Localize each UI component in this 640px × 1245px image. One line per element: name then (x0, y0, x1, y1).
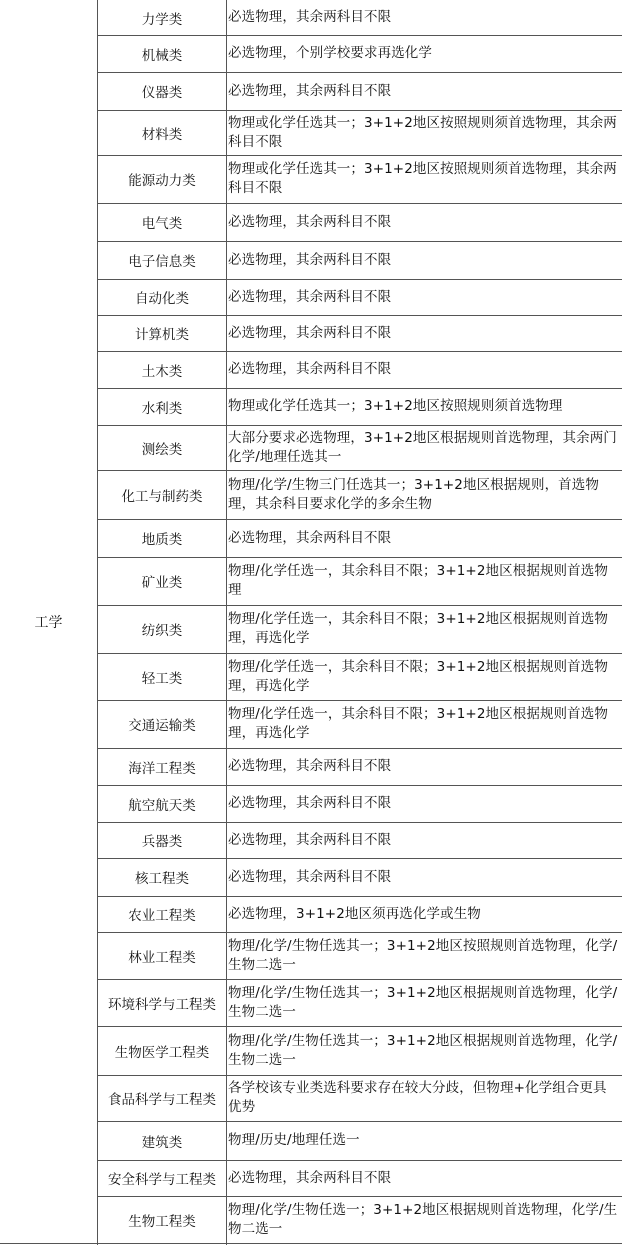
subject-requirement: 物理/化学/生物任选一；3+1+2地区根据规则首选物理，化学/生物二选一 (228, 1201, 618, 1237)
major-name: 能源动力类 (128, 173, 196, 189)
major-name: 兵器类 (141, 834, 183, 850)
subject-requirement: 必选物理，其余两科目不限 (228, 758, 392, 774)
major-name: 农业工程类 (128, 908, 196, 924)
subject-requirement: 必选物理，个别学校要求再选化学 (228, 45, 432, 61)
major-name: 生物工程类 (128, 1213, 196, 1230)
column-divider-middle (226, 0, 227, 1245)
subject-requirement: 物理或化学任选其一；3+1+2地区按照规则须首选物理 (228, 398, 563, 414)
subject-requirement: 各学校该专业类选科要求存在较大分歧，但物理+化学组合更具优势 (228, 1080, 607, 1115)
major-name: 环境科学与工程类 (108, 996, 216, 1013)
major-name: 机械类 (141, 47, 183, 64)
subject-requirement: 物理/历史/地理任选一 (228, 1132, 360, 1148)
major-name: 安全科学与工程类 (108, 1172, 216, 1188)
subject-requirement: 必选物理，其余两科目不限 (228, 795, 392, 811)
major-name: 测绘类 (141, 441, 183, 458)
major-name: 食品科学与工程类 (108, 1092, 216, 1108)
subject-requirement: 必选物理，其余两科目不限 (228, 213, 392, 230)
subject-requirement: 物理/化学/生物任选其一；3+1+2地区根据规则首选物理，化学/生物二选一 (228, 984, 618, 1020)
major-name: 矿业类 (141, 575, 183, 591)
subject-requirement: 必选物理，其余两科目不限 (228, 288, 392, 305)
subject-requirement: 物理/化学任选一，其余科目不限；3+1+2地区根据规则首选物理，再选化学 (228, 706, 608, 741)
major-name: 海洋工程类 (128, 760, 196, 777)
subject-requirement: 必选物理，其余两科目不限 (228, 529, 392, 546)
subject-requirement: 必选物理，3+1+2地区须再选化学或生物 (228, 905, 481, 922)
subject-requirement: 物理/化学任选一，其余科目不限；3+1+2地区根据规则首选物理，再选化学 (228, 611, 608, 646)
subject-requirement: 必选物理，其余两科目不限 (228, 361, 392, 377)
major-name: 电气类 (141, 216, 183, 232)
major-name: 建筑类 (141, 1134, 183, 1151)
major-name: 水利类 (141, 400, 183, 417)
subject-requirement: 物理/化学/生物任选其一；3+1+2地区按照规则首选物理，化学/生物二选一 (228, 937, 618, 973)
major-name: 计算机类 (135, 327, 189, 343)
subject-requirement: 必选物理，其余两科目不限 (228, 831, 392, 848)
subject-requirement: 必选物理，其余两科目不限 (228, 82, 392, 99)
major-name: 土木类 (141, 363, 183, 380)
table-bottom-border (0, 1243, 622, 1244)
subject-requirement: 必选物理，其余两科目不限 (228, 324, 392, 341)
major-name: 交通运输类 (128, 718, 196, 734)
major-name: 航空航天类 (128, 797, 196, 814)
subject-requirement: 物理或化学任选其一；3+1+2地区按照规则须首选物理，其余两科目不限 (228, 161, 617, 196)
subject-requirement: 必选物理，其余两科目不限 (228, 868, 392, 885)
major-name: 材料类 (141, 126, 183, 143)
major-name: 轻工类 (141, 670, 183, 687)
subject-requirement: 必选物理，其余两科目不限 (228, 1169, 392, 1186)
major-name: 生物医学工程类 (114, 1044, 210, 1061)
subject-requirement: 物理/化学任选一，其余科目不限；3+1+2地区根据规则首选物理，再选化学 (228, 658, 608, 694)
major-name: 力学类 (141, 11, 183, 28)
subject-requirement: 物理/化学/生物任选其一；3+1+2地区根据规则首选物理，化学/生物二选一 (228, 1032, 618, 1068)
subject-requirement: 物理或化学任选其一；3+1+2地区按照规则须首选物理，其余两科目不限 (228, 114, 617, 150)
major-name: 核工程类 (135, 871, 189, 887)
major-name: 林业工程类 (128, 949, 196, 966)
major-name: 地质类 (141, 532, 183, 548)
subject-requirement: 必选物理，其余两科目不限 (228, 251, 392, 268)
major-name: 纺织类 (141, 623, 183, 639)
major-name: 电子信息类 (128, 254, 196, 270)
subject-requirement: 必选物理，其余两科目不限 (228, 9, 392, 25)
subject-requirement: 物理/化学/生物三门任选其一；3+1+2地区根据规则，首选物理，其余科目要求化学的多余生物 (228, 476, 599, 512)
category-cell: 工学 (34, 614, 63, 631)
subject-requirement: 物理/化学任选一，其余科目不限；3+1+2地区根据规则首选物理 (228, 563, 608, 598)
major-name: 仪器类 (141, 85, 183, 101)
major-name: 自动化类 (135, 291, 189, 307)
subject-requirement: 大部分要求必选物理，3+1+2地区根据规则首选物理，其余两门化学/地理任选其一 (228, 429, 617, 465)
major-name: 化工与制药类 (121, 488, 203, 505)
